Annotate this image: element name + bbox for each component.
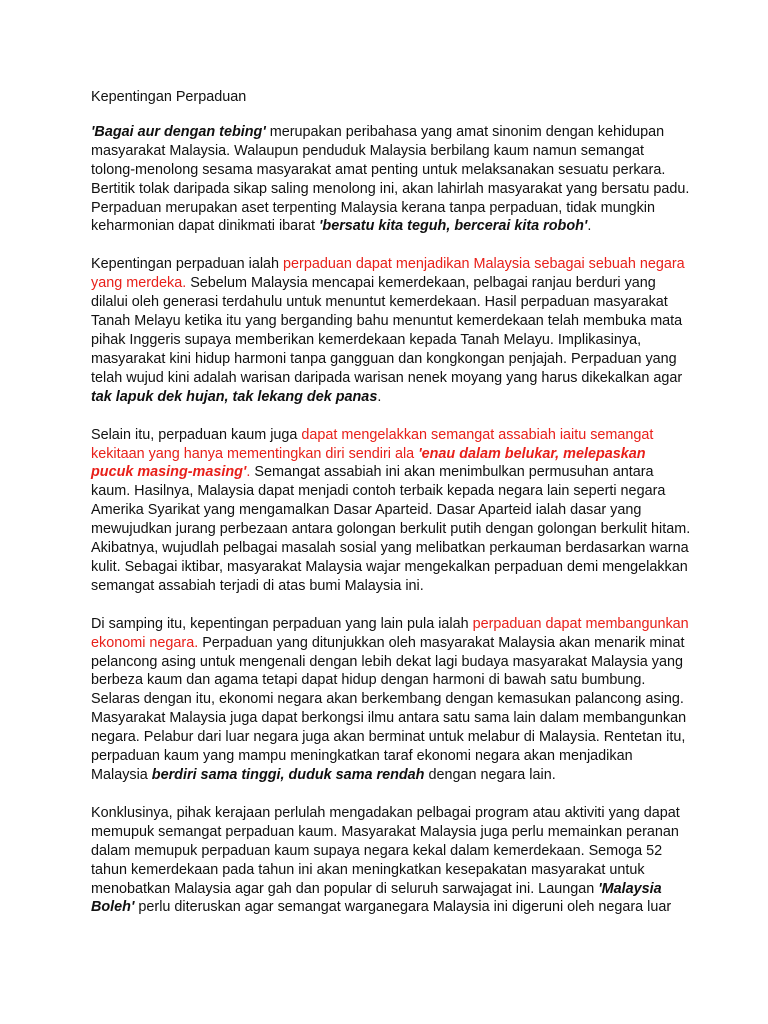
text-run: 'Bagai aur dengan tebing' <box>91 123 266 140</box>
text-run: merupakan peribahasa yang amat sinonim dengan kehidupan masyarakat Malaysia. Walaupun penduduk Malaysia berbilang kaum namun semangat tolong-menolong sesama masyarakat amat penting untuk melaksanakan sesuatu perkara. Bertitik tolak daripada sikap saling menolong ini, akan lahirlah masyarakat yang bersatu padu. Perpaduan merupakan aset terpenting Malaysia kerana tanpa perpaduan, tidak mungkin keharmonian dapat dinikmati ibarat <box>91 123 690 235</box>
document-page <box>91 88 691 936</box>
text-run: Sebelum Malaysia mencapai kemerdekaan, pelbagai ranjau berduri yang dilalui oleh generasi terdahulu untuk menuntut kemerdekaan. Hasil perpaduan masyarakat Tanah Melayu ketika itu yang berganding bahu menuntut kemerdekaan telah membuka mata pihak Inggeris supaya memberikan kemerdekaan kepada Tanah Melayu. Implikasinya, masyarakat kini hidup harmoni tanpa gangguan dan kongkongan penjajah. Perpaduan yang telah wujud kini adalah warisan daripada warisan nenek moyang yang harus dikekalkan agar <box>91 275 683 386</box>
text-run: perlu diteruskan agar semangat warganegara Malaysia ini digeruni oleh negara luar <box>134 899 672 916</box>
text-run: perpaduan dapat menjadikan Malaysia sebagai sebuah negara yang merdeka. <box>91 256 685 292</box>
paragraph <box>91 426 691 596</box>
paragraph <box>91 123 691 236</box>
text-run: Konklusinya, pihak kerajaan perlulah mengadakan pelbagai program atau aktiviti yang dapat memupuk semangat perpaduan kaum. Masyarakat Malaysia juga perlu memainkan peranan dalam memupuk perpaduan kaum supaya negara kekal dalam kemerdekaan. Semoga 52 tahun kemerdekaan pada tahun ini akan meningkatkan kesepakatan masyarakat untuk menobatkan Malaysia agar gah dan popular di seluruh sarwajagat ini. Laungan <box>91 804 680 897</box>
paragraph <box>91 255 691 406</box>
text-run: tak lapuk dek hujan, tak lekang dek panas <box>91 388 378 405</box>
text-run: berdiri sama tinggi, duduk sama rendah <box>151 767 425 783</box>
text-run: dapat mengelakkan semangat assabiah iaitu semangat kekitaan yang hanya mementingkan diri sendiri ala <box>91 426 654 462</box>
text-run: . <box>246 464 251 481</box>
text-run: 'Malaysia Boleh' <box>91 880 662 916</box>
text-run: dengan negara lain. <box>424 767 556 783</box>
text-run: Selain itu, perpaduan kaum juga <box>91 426 302 443</box>
text-run: . <box>377 388 382 405</box>
paragraph <box>91 804 691 917</box>
text-run: Semangat assabiah ini akan menimbulkan permusuhan antara kaum. Hasilnya, Malaysia dapat menjadi contoh terbaik kepada negara lain seperti negara Amerika Syarikat yang mengamalkan Dasar Aparteid. Dasar Aparteid ialah dasar yang mewujudkan jurang perbezaan antara golongan berkulit putih dengan golongan berkulit hitam. Akibatnya, wujudlah pelbagai masalah sosial yang melibatkan perkauman berdasarkan warna kulit. Sebagai iktibar, masyarakat Malaysia wajar mengekalkan perpaduan demi mengelakkan semangat assabiah terjadi di atas bumi Malaysia ini. <box>91 464 691 594</box>
document-body <box>91 123 691 917</box>
text-run: 'bersatu kita teguh, bercerai kita roboh' <box>318 218 588 235</box>
text-run: perpaduan dapat membangunkan ekonomi negara. <box>91 615 689 651</box>
text-run: Di samping itu, kepentingan perpaduan yang lain pula ialah <box>91 615 473 632</box>
text-run: Perpaduan yang ditunjukkan oleh masyarakat Malaysia akan menarik minat pelancong asing untuk mengenali dengan lebih dekat lagi budaya masyarakat Malaysia yang berbeza kaum dan agama tetapi dapat hidup dengan harmoni di bawah satu bumbung. Selaras dengan itu, ekonomi negara akan berkembang dengan kemasukan palancong asing. Masyarakat Malaysia juga dapat berkongsi ilmu antara satu sama lain dalam membangunkan negara. Pelabur dari luar negara juga akan berminat untuk melabur di Malaysia. Rentetan itu, perpaduan kaum yang mampu meningkatkan taraf ekonomi negara akan menjadikan Malaysia <box>91 634 687 783</box>
document-title: Kepentingan Perpaduan <box>91 89 247 105</box>
text-run: Kepentingan perpaduan ialah <box>91 256 284 273</box>
paragraph <box>91 615 691 785</box>
text-run: 'enau dalam belukar, melepaskan pucuk masing-masing' <box>91 445 646 481</box>
text-run: . <box>587 218 592 235</box>
